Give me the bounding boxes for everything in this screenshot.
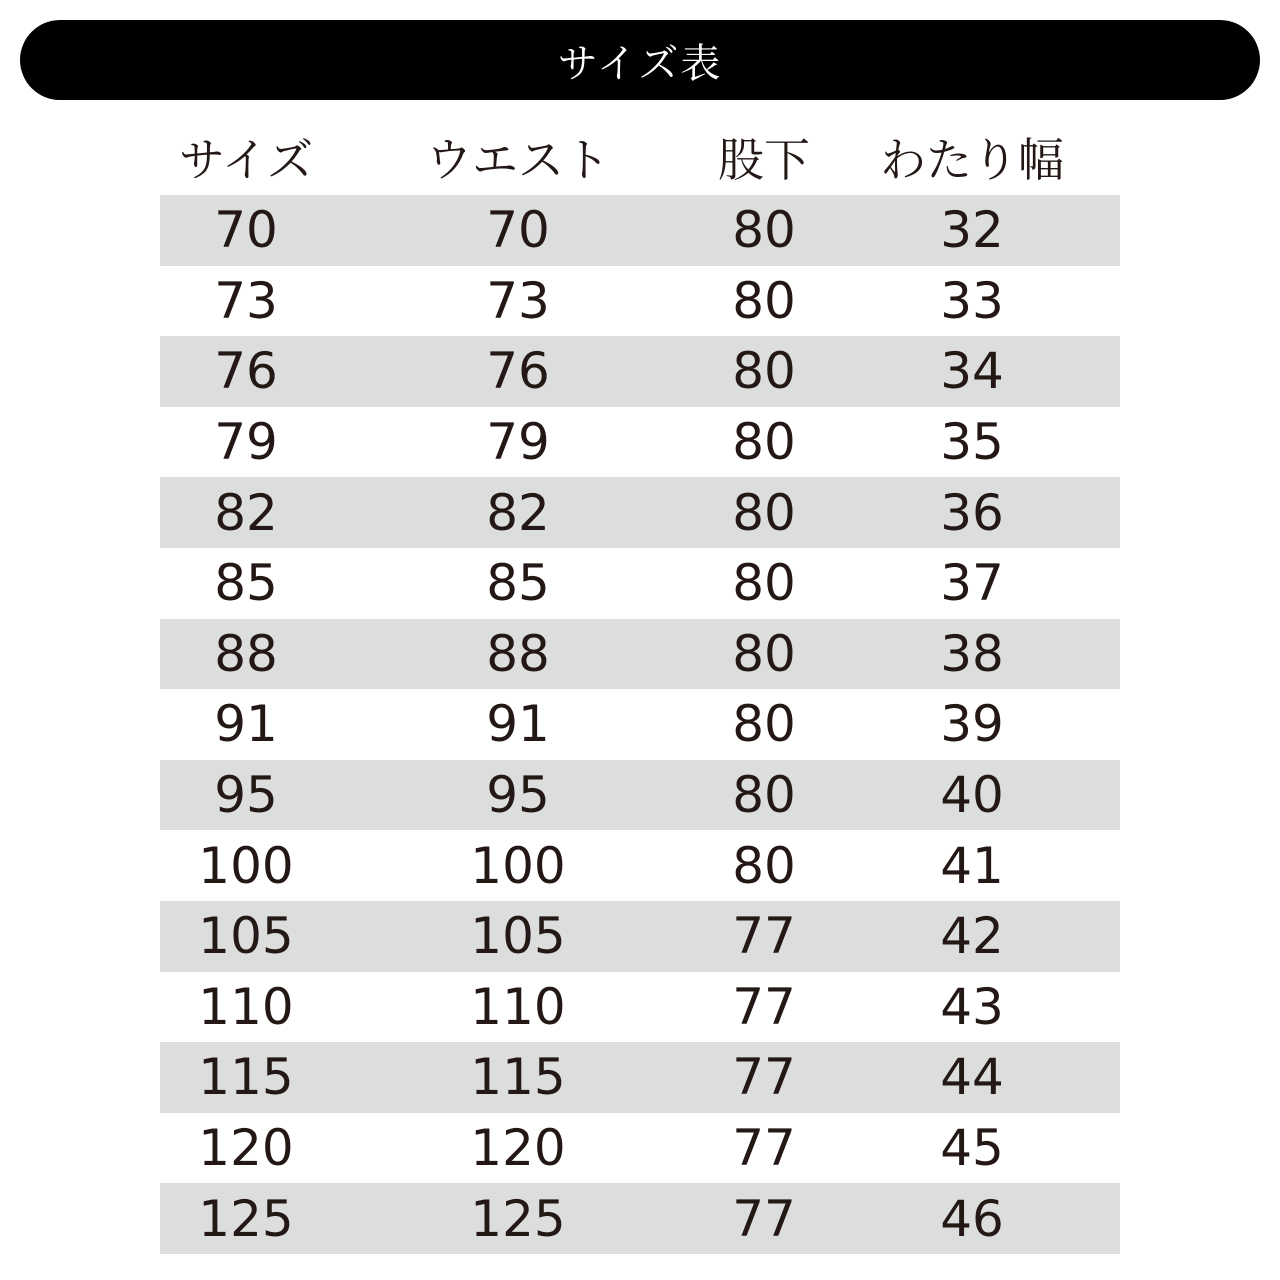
table-row (160, 972, 1120, 1043)
thigh-width-cell: 45 (940, 1119, 1004, 1178)
inseam-cell: 80 (732, 413, 796, 472)
waist-cell: 110 (470, 977, 566, 1036)
table-body (160, 195, 1120, 1254)
waist-cell: 100 (470, 836, 566, 895)
size-cell: 73 (214, 271, 278, 330)
inseam-cell: 80 (732, 483, 796, 542)
thigh-width-cell: 40 (940, 766, 1004, 825)
size-table (160, 125, 1120, 1254)
header-inseam: 股下 (718, 133, 810, 187)
thigh-width-cell: 38 (940, 624, 1004, 683)
thigh-width-cell: 41 (940, 836, 1004, 895)
waist-cell: 120 (470, 1119, 566, 1178)
waist-cell: 85 (486, 554, 550, 613)
thigh-width-cell: 39 (940, 695, 1004, 754)
waist-cell: 73 (486, 271, 550, 330)
size-cell: 95 (214, 766, 278, 825)
header-thigh-width: わたり幅 (880, 133, 1064, 187)
waist-cell: 70 (486, 201, 550, 260)
table-row (160, 901, 1120, 972)
size-cell: 70 (214, 201, 278, 260)
inseam-cell: 80 (732, 695, 796, 754)
thigh-width-cell: 34 (940, 342, 1004, 401)
thigh-width-cell: 42 (940, 907, 1004, 966)
table-row (160, 830, 1120, 901)
size-cell: 88 (214, 624, 278, 683)
waist-cell: 82 (486, 483, 550, 542)
table-row (160, 1113, 1120, 1184)
size-cell: 125 (198, 1189, 294, 1248)
thigh-width-cell: 32 (940, 201, 1004, 260)
table-row (160, 195, 1120, 266)
inseam-cell: 80 (732, 836, 796, 895)
inseam-cell: 80 (732, 766, 796, 825)
table-row (160, 619, 1120, 690)
inseam-cell: 80 (732, 624, 796, 683)
table-row (160, 1042, 1120, 1113)
waist-cell: 125 (470, 1189, 566, 1248)
inseam-cell: 77 (732, 1119, 796, 1178)
size-cell: 82 (214, 483, 278, 542)
header-waist: ウエスト (426, 133, 610, 187)
table-row (160, 1183, 1120, 1254)
table-row (160, 266, 1120, 337)
inseam-cell: 80 (732, 201, 796, 260)
thigh-width-cell: 33 (940, 271, 1004, 330)
title-banner (20, 20, 1260, 100)
waist-cell: 76 (486, 342, 550, 401)
inseam-cell: 80 (732, 554, 796, 613)
size-cell: 79 (214, 413, 278, 472)
waist-cell: 95 (486, 766, 550, 825)
inseam-cell: 77 (732, 977, 796, 1036)
size-cell: 100 (198, 836, 294, 895)
thigh-width-cell: 37 (940, 554, 1004, 613)
inseam-cell: 77 (732, 907, 796, 966)
thigh-width-cell: 43 (940, 977, 1004, 1036)
thigh-width-cell: 44 (940, 1048, 1004, 1107)
waist-cell: 79 (486, 413, 550, 472)
thigh-width-cell: 46 (940, 1189, 1004, 1248)
size-cell: 76 (214, 342, 278, 401)
header-size: サイズ (178, 133, 314, 187)
page-title: サイズ表 (557, 40, 723, 87)
inseam-cell: 80 (732, 271, 796, 330)
waist-cell: 88 (486, 624, 550, 683)
size-cell: 91 (214, 695, 278, 754)
waist-cell: 115 (470, 1048, 566, 1107)
size-cell: 120 (198, 1119, 294, 1178)
size-cell: 110 (198, 977, 294, 1036)
table-row (160, 548, 1120, 619)
inseam-cell: 77 (732, 1189, 796, 1248)
thigh-width-cell: 36 (940, 483, 1004, 542)
size-cell: 115 (198, 1048, 294, 1107)
table-row (160, 336, 1120, 407)
size-cell: 85 (214, 554, 278, 613)
waist-cell: 91 (486, 695, 550, 754)
table-header-row (160, 125, 1120, 195)
size-cell: 105 (198, 907, 294, 966)
table-row (160, 407, 1120, 478)
table-row (160, 760, 1120, 831)
thigh-width-cell: 35 (940, 413, 1004, 472)
table-row (160, 477, 1120, 548)
waist-cell: 105 (470, 907, 566, 966)
table-row (160, 689, 1120, 760)
inseam-cell: 80 (732, 342, 796, 401)
inseam-cell: 77 (732, 1048, 796, 1107)
